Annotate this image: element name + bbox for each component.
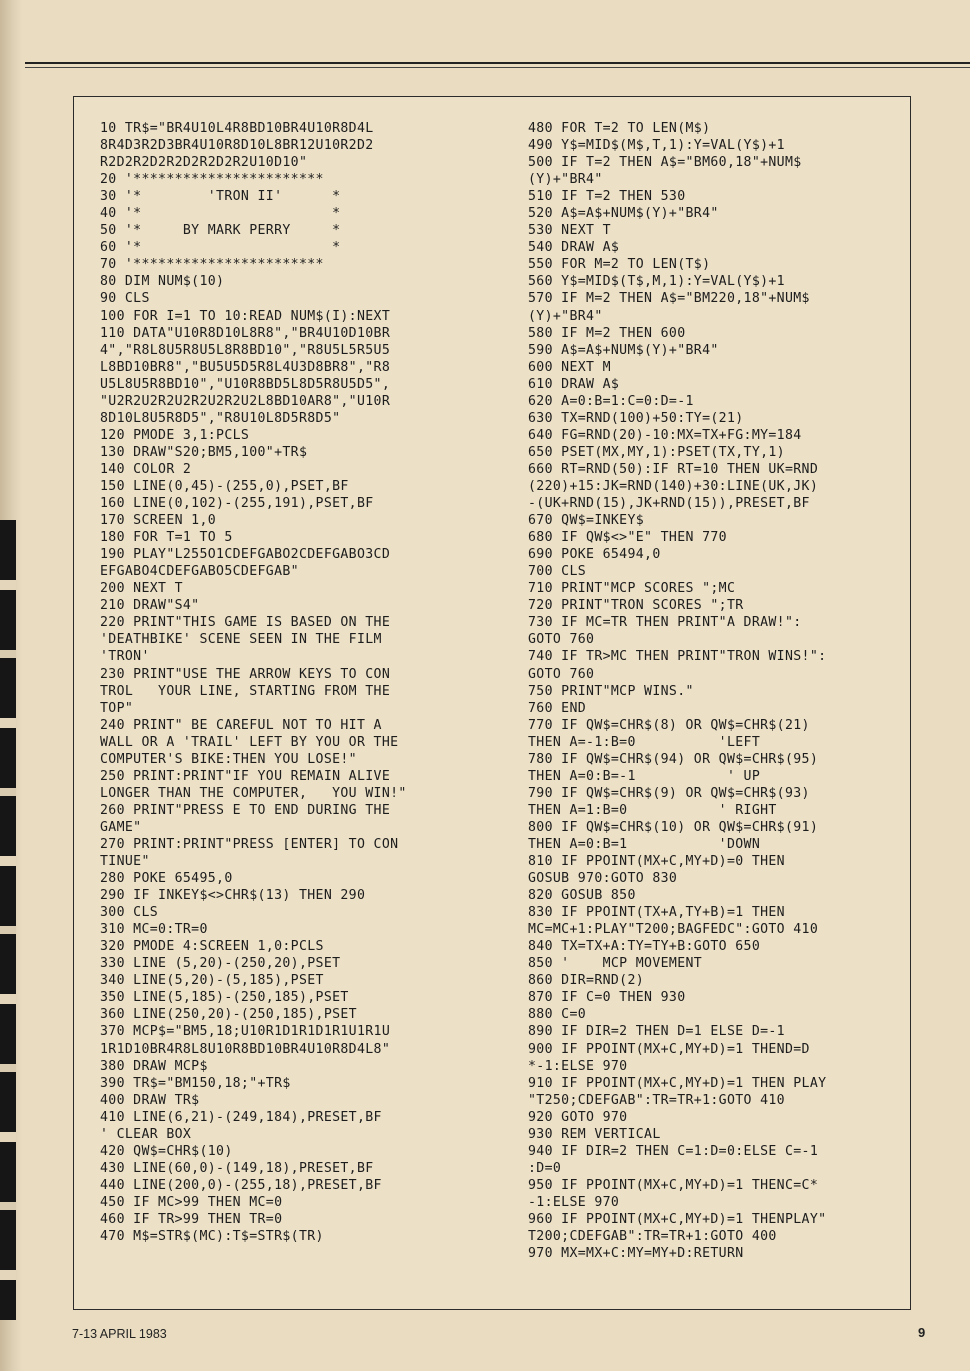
code-line: 870 IF C=0 THEN 930 [528, 990, 686, 1006]
code-line: 970 MX=MX+C:MY=MY+D:RETURN [528, 1246, 744, 1262]
code-line: GAME" [100, 819, 142, 835]
code-line: 850 ' MCP MOVEMENT [528, 956, 703, 972]
code-line: 360 LINE(250,20)-(250,185),PSET [100, 1007, 357, 1023]
code-line: 580 IF M=2 THEN 600 [528, 325, 686, 341]
code-line: (220)+15:JK=RND(140)+30:LINE(UK,JK) [528, 478, 819, 494]
code-line: 190 PLAY"L255O1CDEFGABO2CDEFGABO3CD [100, 547, 391, 563]
code-line: 90 CLS [100, 291, 150, 307]
code-line: 110 DATA"U10R8D10L8R8","BR4U10D10BR [100, 325, 391, 341]
code-line: 890 IF DIR=2 THEN D=1 ELSE D=-1 [528, 1024, 785, 1040]
code-line: 400 DRAW TR$ [100, 1092, 200, 1108]
code-line: 'TRON' [100, 649, 150, 665]
code-line: 250 PRINT:PRINT"IF YOU REMAIN ALIVE [100, 768, 391, 784]
code-line: 480 FOR T=2 TO LEN(M$) [528, 121, 711, 136]
code-line: :D=0 [528, 1160, 562, 1176]
code-line: 50 '* BY MARK PERRY * [100, 223, 341, 239]
code-line: COMPUTER'S BIKE:THEN YOU LOSE!" [100, 751, 357, 767]
code-line: 440 LINE(200,0)-(255,18),PRESET,BF [100, 1177, 382, 1193]
code-line: 70 '*********************** [100, 257, 324, 273]
code-line: 700 CLS [528, 564, 587, 580]
code-line: 220 PRINT"THIS GAME IS BASED ON THE [100, 615, 391, 631]
code-line: 540 DRAW A$ [528, 240, 620, 256]
code-line: 530 NEXT T [528, 223, 611, 239]
code-line: 210 DRAW"S4" [100, 598, 200, 614]
code-line: THEN A=-1:B=0 'LEFT [528, 734, 761, 750]
code-line: 840 TX=TX+A:TY=TY+B:GOTO 650 [528, 939, 761, 955]
code-line: 830 IF PPOINT(TX+A,TY+B)=1 THEN [528, 905, 785, 921]
code-line: 820 GOSUB 850 [528, 888, 636, 904]
code-line: 800 IF QW$=CHR$(10) OR QW$=CHR$(91) [528, 819, 819, 835]
code-line: 590 A$=A$+NUM$(Y)+"BR4" [528, 342, 719, 358]
code-line: 920 GOTO 970 [528, 1109, 628, 1125]
page-number: 9 [918, 1325, 926, 1340]
code-line: 310 MC=0:TR=0 [100, 922, 208, 938]
code-line: "T250;CDEFGAB":TR=TR+1:GOTO 410 [528, 1092, 785, 1108]
code-line: 750 PRINT"MCP WINS." [528, 683, 694, 699]
code-line: 140 COLOR 2 [100, 461, 192, 477]
code-line: THEN A=0:B=1 'DOWN [528, 836, 761, 852]
code-line: U5L8U5R8BD10","U10R8BD5L8D5R8U5D5", [100, 376, 391, 392]
code-line: 600 NEXT M [528, 359, 611, 375]
code-line: 550 FOR M=2 TO LEN(T$) [528, 257, 711, 273]
code-line: 280 POKE 65495,0 [100, 871, 233, 887]
code-line: 80 DIM NUM$(10) [100, 274, 225, 290]
code-line: MC=MC+1:PLAY"T200;BAGFEDC":GOTO 410 [528, 922, 819, 938]
code-line: 620 A=0:B=1:C=0:D=-1 [528, 393, 694, 409]
code-line: TOP" [100, 700, 134, 716]
code-line: 690 POKE 65494,0 [528, 547, 661, 563]
code-line: 170 SCREEN 1,0 [100, 513, 217, 529]
listing-right-column [528, 120, 906, 1262]
code-line: 660 RT=RND(50):IF RT=10 THEN UK=RND [528, 461, 819, 477]
code-line: 150 LINE(0,45)-(255,0),PSET,BF [100, 478, 349, 494]
code-line: 350 LINE(5,185)-(250,185),PSET [100, 990, 349, 1006]
code-line: 570 IF M=2 THEN A$="BM220,18"+NUM$ [528, 291, 810, 307]
code-line: WALL OR A 'TRAIL' LEFT BY YOU OR THE [100, 734, 399, 750]
code-line: 410 LINE(6,21)-(249,184),PRESET,BF [100, 1109, 382, 1125]
code-line: 710 PRINT"MCP SCORES ";MC [528, 581, 736, 597]
code-line: 950 IF PPOINT(MX+C,MY+D)=1 THENC=C* [528, 1177, 819, 1193]
code-line: 390 TR$="BM150,18;"+TR$ [100, 1075, 291, 1091]
code-line: 680 IF QW$<>"E" THEN 770 [528, 530, 727, 546]
code-line: 810 IF PPOINT(MX+C,MY+D)=0 THEN [528, 854, 785, 870]
code-line: 490 Y$=MID$(M$,T,1):Y=VAL(Y$)+1 [528, 138, 785, 154]
code-line: 1R1D10BR4R8L8U10R8BD10BR4U10R8D4L8" [100, 1041, 391, 1057]
code-line: R2D2R2D2R2D2R2D2R2U10D10" [100, 155, 308, 171]
code-line: 930 REM VERTICAL [528, 1126, 661, 1142]
code-line: (Y)+"BR4" [528, 172, 603, 188]
code-line: "U2R2U2R2U2R2U2R2U2L8BD10AR8","U10R [100, 393, 391, 409]
code-line: 670 QW$=INKEY$ [528, 513, 645, 529]
code-line: 60 '* * [100, 240, 341, 256]
code-line: 770 IF QW$=CHR$(8) OR QW$=CHR$(21) [528, 717, 810, 733]
listing-left-column [100, 120, 500, 1245]
code-line: 330 LINE (5,20)-(250,20),PSET [100, 956, 341, 972]
code-line: 430 LINE(60,0)-(149,18),PRESET,BF [100, 1160, 374, 1176]
code-line: 130 DRAW"S20;BM5,100"+TR$ [100, 444, 308, 460]
issue-date: 7-13 APRIL 1983 [72, 1327, 167, 1341]
code-line: L8BD10BR8","BU5U5D5R8L4U3D8BR8","R8 [100, 359, 391, 375]
code-line: 8R4D3R2D3BR4U10R8D10L8BR12U10R2D2 [100, 138, 374, 154]
header-rule-thin [25, 67, 970, 68]
code-line: 780 IF QW$=CHR$(94) OR QW$=CHR$(95) [528, 751, 819, 767]
code-line: 270 PRINT:PRINT"PRESS [ENTER] TO CON [100, 836, 399, 852]
code-line: *-1:ELSE 970 [528, 1058, 628, 1074]
code-line: (Y)+"BR4" [528, 308, 603, 324]
code-line: 230 PRINT"USE THE ARROW KEYS TO CON [100, 666, 391, 682]
header-rule [25, 62, 970, 64]
code-line: 790 IF QW$=CHR$(9) OR QW$=CHR$(93) [528, 785, 810, 801]
code-line: 610 DRAW A$ [528, 376, 620, 392]
code-line: GOSUB 970:GOTO 830 [528, 871, 678, 887]
code-line: TINUE" [100, 854, 150, 870]
code-line: 120 PMODE 3,1:PCLS [100, 427, 250, 443]
code-line: 560 Y$=MID$(T$,M,1):Y=VAL(Y$)+1 [528, 274, 785, 290]
code-line: -1:ELSE 970 [528, 1194, 620, 1210]
code-line: THEN A=0:B=-1 ' UP [528, 768, 761, 784]
code-line: 640 FG=RND(20)-10:MX=TX+FG:MY=184 [528, 427, 802, 443]
code-line: 200 NEXT T [100, 581, 183, 597]
code-line: 380 DRAW MCP$ [100, 1058, 208, 1074]
code-line: GOTO 760 [528, 666, 595, 682]
adjacent-page-edge [0, 520, 16, 1320]
code-line: LONGER THAN THE COMPUTER, YOU WIN!" [100, 785, 407, 801]
code-line: 4","R8L8U5R8U5L8R8BD10","R8U5L5R5U5 [100, 342, 391, 358]
code-line: 260 PRINT"PRESS E TO END DURING THE [100, 802, 391, 818]
code-line: 10 TR$="BR4U10L4R8BD10BR4U10R8D4L [100, 121, 374, 136]
code-line: 100 FOR I=1 TO 10:READ NUM$(I):NEXT [100, 308, 391, 324]
code-line: 740 IF TR>MC THEN PRINT"TRON WINS!": [528, 649, 827, 665]
code-line: GOTO 760 [528, 632, 595, 648]
code-line: 370 MCP$="BM5,18;U10R1D1R1D1R1U1R1U [100, 1024, 391, 1040]
code-line: 900 IF PPOINT(MX+C,MY+D)=1 THEND=D [528, 1041, 810, 1057]
code-line: 880 C=0 [528, 1007, 587, 1023]
code-line: 320 PMODE 4:SCREEN 1,0:PCLS [100, 939, 324, 955]
code-line: T200;CDEFGAB":TR=TR+1:GOTO 400 [528, 1229, 777, 1245]
code-line: 470 M$=STR$(MC):T$=STR$(TR) [100, 1229, 324, 1245]
code-line: 8D10L8U5R8D5","R8U10L8D5R8D5" [100, 410, 341, 426]
code-line: 960 IF PPOINT(MX+C,MY+D)=1 THENPLAY" [528, 1212, 827, 1227]
code-line: 720 PRINT"TRON SCORES ";TR [528, 598, 744, 614]
code-line: 460 IF TR>99 THEN TR=0 [100, 1212, 283, 1227]
code-line: 650 PSET(MX,MY,1):PSET(TX,TY,1) [528, 444, 785, 460]
code-line: 420 QW$=CHR$(10) [100, 1143, 233, 1159]
code-line: 300 CLS [100, 905, 159, 921]
code-line: 450 IF MC>99 THEN MC=0 [100, 1194, 283, 1210]
code-line: 510 IF T=2 THEN 530 [528, 189, 686, 205]
code-line: ' CLEAR BOX [100, 1126, 192, 1142]
code-line: 760 END [528, 700, 587, 716]
code-line: 500 IF T=2 THEN A$="BM60,18"+NUM$ [528, 155, 802, 171]
code-line: 180 FOR T=1 TO 5 [100, 530, 233, 546]
code-line: 520 A$=A$+NUM$(Y)+"BR4" [528, 206, 719, 222]
code-line: 240 PRINT" BE CAREFUL NOT TO HIT A [100, 717, 382, 733]
code-line: 20 '*********************** [100, 172, 324, 188]
code-line: TROL YOUR LINE, STARTING FROM THE [100, 683, 391, 699]
code-line: 630 TX=RND(100)+50:TY=(21) [528, 410, 744, 426]
code-line: THEN A=1:B=0 ' RIGHT [528, 802, 777, 818]
code-line: EFGABO4CDEFGABO5CDEFGAB" [100, 564, 299, 580]
code-line: 860 DIR=RND(2) [528, 973, 645, 989]
code-line: 30 '* 'TRON II' * [100, 189, 341, 205]
code-line: -(UK+RND(15),JK+RND(15)),PRESET,BF [528, 496, 810, 512]
code-line: 160 LINE(0,102)-(255,191),PSET,BF [100, 496, 374, 512]
code-line: 730 IF MC=TR THEN PRINT"A DRAW!": [528, 615, 802, 631]
code-line: 940 IF DIR=2 THEN C=1:D=0:ELSE C=-1 [528, 1143, 819, 1159]
code-line: 290 IF INKEY$<>CHR$(13) THEN 290 [100, 888, 366, 904]
code-line: 'DEATHBIKE' SCENE SEEN IN THE FILM [100, 632, 382, 648]
code-line: 40 '* * [100, 206, 341, 222]
code-line: 340 LINE(5,20)-(5,185),PSET [100, 973, 324, 989]
code-line: 910 IF PPOINT(MX+C,MY+D)=1 THEN PLAY [528, 1075, 827, 1091]
